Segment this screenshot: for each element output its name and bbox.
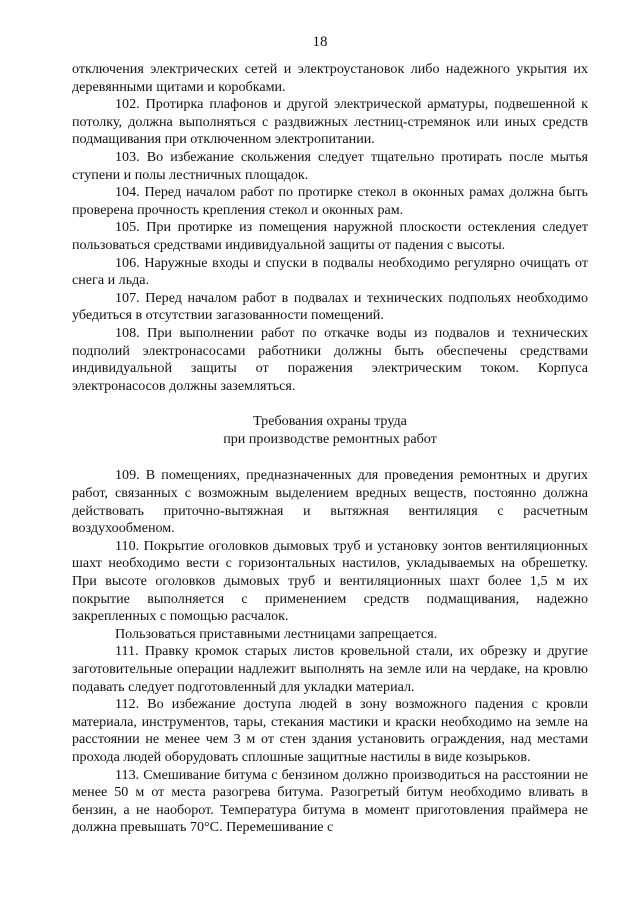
paragraph-104: 104. Перед началом работ по протирке стекол в оконных рамах должна быть проверена прочность крепления стекол и оконных рам. xyxy=(72,184,588,218)
paragraph-110-note: Пользоваться приставными лестницами запрещается. xyxy=(115,625,438,642)
paragraph-107: 107. Перед началом работ в подвалах и технических подпольях необходимо убедиться в отсутствии загазованности помещений. xyxy=(72,289,588,324)
paragraph-109: 109. В помещениях, предназначенных для проведения ремонтных и других работ, связанных с возможным выделением вредных веществ, постоянно должна действовать приточно-вытяжная и вытяжная вентиляция с расчетным воздухообменом. xyxy=(72,467,588,537)
paragraph-103: 103. Во избежание скольжения следует тщательно протирать после мытья ступени и полы лестничных площадок. xyxy=(72,148,588,183)
paragraph-102: 102. Протирка плафонов и другой электрической арматуры, подвешенной к потолку, должна выполняться с раздвижных лестниц-стремянок или иных средств подмащивания при отключенном электропитании. xyxy=(72,96,588,148)
section-heading xyxy=(72,413,588,448)
paragraph-110: 110. Покрытие оголовков дымовых труб и установку зонтов вентиляционных шахт необходимо вести с горизонтальных настилов, укладываемых на обрешетку. При высоте оголовков дымовых труб и вентиляционных шахт более 1,5 м их покрытие выполняется с применением средств подмащивания, надежно закрепленных с помощью расчалок. xyxy=(72,537,588,625)
paragraph-112: 112. Во избежание доступа людей в зону возможного падения с кровли материала, инструментов, тары, стекания мастики и краски необходимо на земле на расстоянии не менее чем 3 м от стен здания установить ограждения, над местами прохода людей оборудовать сплошные защитные настилы в виде козырьков. xyxy=(72,696,588,765)
paragraph-continuation: отключения электрических сетей и электроустановок либо надежного укрытия их деревянными щитами и коробками. xyxy=(72,61,588,95)
paragraph-105: 105. При протирке из помещения наружной плоскости остекления следует пользоваться средствами индивидуальной защиты от падения с высоты. xyxy=(72,219,588,253)
section-heading-line-1: Требования охраны труда xyxy=(253,413,407,430)
paragraph-113: 113. Смешивание битума с бензином должно производиться на расстоянии не менее 50 м от места разогрева битума. Разогретый битум необходимо вливать в бензин, а не наоборот. Температура битума в момент приготовления праймера не должна превышать 70°С. Перемешивание с xyxy=(72,766,588,836)
page-number: 18 xyxy=(312,34,328,50)
paragraph-108: 108. При выполнении работ по откачке воды из подвалов и технических подполий электронасосами работники должны быть обеспечены средствами индивидуальной защиты от поражения электрическим током. Корпуса электронасосов должны заземляться. xyxy=(72,324,588,394)
paragraph-111: 111. Правку кромок старых листов кровельной стали, их обрезку и другие заготовительные операции надлежит выполнять на земле или на чердаке, на кровлю подавать следует подготовленный для укладки материал. xyxy=(72,643,588,695)
document-body xyxy=(72,61,588,837)
section-heading-line-2: при производстве ремонтных работ xyxy=(223,430,437,447)
paragraph-106: 106. Наружные входы и спуски в подвалы необходимо регулярно очищать от снега и льда. xyxy=(72,254,588,289)
